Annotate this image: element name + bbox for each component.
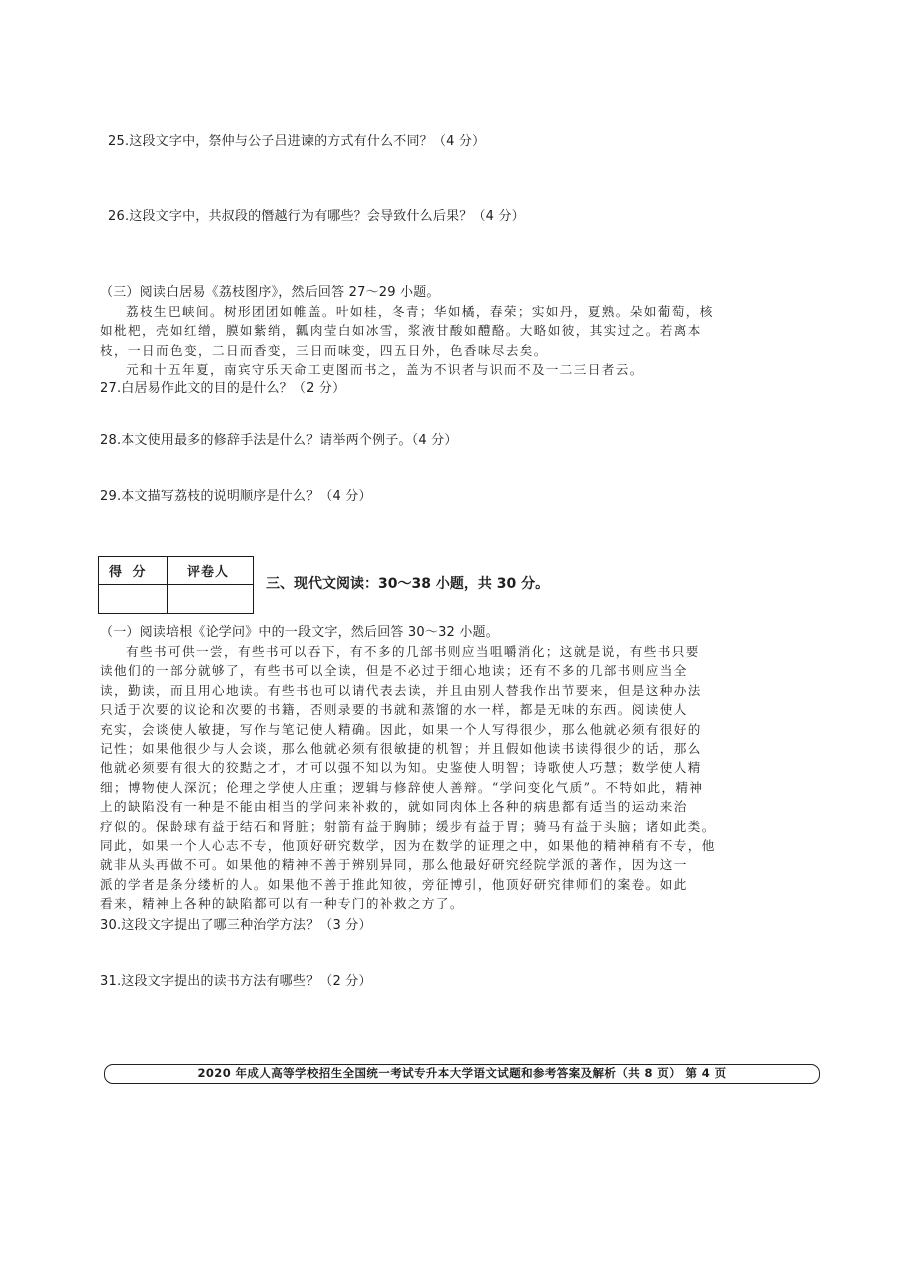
passage-line: 有些书可供一尝，有些书可以吞下，有不多的几部书则应当咀嚼消化；这就是说，有些书只要 <box>126 644 700 659</box>
passage-line: 如枇杷，壳如红缯，膜如紫绡，瓤肉莹白如冰雪，浆液甘酸如醴酪。大略如彼，其实过之。若离本 <box>100 323 702 339</box>
passage-line: 充实，会谈使人敏捷，写作与笔记使人精确。因此，如果一个人写得很少，那么他就必须有很好的 <box>100 721 702 737</box>
passage-line: 疗似的。保龄球有益于结石和肾脏；射箭有益于胸肺；缓步有益于胃；骑马有益于头脑；诸如此类。 <box>100 818 716 834</box>
score-label: 得 分 <box>109 565 149 580</box>
passage-line: 记性；如果他很少与人会谈，那么他就必须有很敏捷的机智；并且假如他读书读得很少的话，那么 <box>100 741 702 757</box>
footer-text: 2020 年成人高等学校招生全国统一考试专升本大学语文试题和参考答案及解析（共 8 页） 第 4 页 <box>197 1066 727 1080</box>
page-footer <box>104 1064 820 1084</box>
passage-line: 读他们的一部分就够了，有些书可以全读，但是不必过于细心地读；还有不多的几部书则应当全 <box>100 663 688 679</box>
passage-line: 他就必须要有很大的狡黠之才，才可以强不知以为知。史鉴使人明智；诗歌使人巧慧；数学使人精 <box>100 760 702 776</box>
question-28: 28.本文使用最多的修辞手法是什么？请举两个例子。（4 分） <box>100 433 458 448</box>
grader-label: 评卷人 <box>187 565 230 580</box>
passage-line: 同此，如果一个人心志不专，他顶好研究数学，因为在数学的证理之中，如果他的精神稍有不专，他 <box>100 838 716 854</box>
question-26: 26.这段文字中，共叔段的僭越行为有哪些？会导致什么后果？（4 分） <box>108 209 525 224</box>
section-3-intro: （三）阅读白居易《荔枝图序》，然后回答 27～29 小题。 <box>100 285 440 300</box>
passage-line: 荔枝生巴峡间。树形团团如帷盖。叶如桂，冬青；华如橘，春荣；实如丹，夏熟。朵如葡萄，核 <box>126 304 714 319</box>
question-27: 27.白居易作此文的目的是什么？（2 分） <box>100 381 346 396</box>
question-25: 25.这段文字中，祭仲与公子吕进谏的方式有什么不同？（4 分） <box>108 134 486 149</box>
passage-line: 看来，精神上各种的缺陷都可以有一种专门的补救之方了。 <box>100 896 464 912</box>
score-box-divider <box>167 557 168 613</box>
passage-line: 派的学者是条分缕析的人。如果他不善于推此知彼，旁征博引，他顶好研究律师们的案卷。如此 <box>100 876 688 892</box>
passage-line: 细；博物使人深沉；伦理之学使人庄重；逻辑与修辞使人善辩。“学问变化气质”。不特如此，精神 <box>100 779 704 795</box>
section-1-intro: （一）阅读培根《论学问》中的一段文字，然后回答 30～32 小题。 <box>100 625 499 640</box>
part-three-title: 三、现代文阅读：30～38 小题，共 30 分。 <box>266 576 550 592</box>
question-29: 29.本文描写荔枝的说明顺序是什么？（4 分） <box>100 489 372 504</box>
passage-line: 元和十五年夏，南宾守乐天命工吏图而书之，盖为不识者与识而不及一二三日者云。 <box>126 362 644 378</box>
passage-line: 只适于次要的议论和次要的书籍，否则录要的书就和蒸馏的水一样，都是无味的东西。阅读使人 <box>100 702 688 718</box>
lychee-passage <box>100 302 714 380</box>
score-box <box>98 556 254 614</box>
question-30: 30.这段文字提出了哪三种治学方法？（3 分） <box>100 918 372 933</box>
question-31: 31.这段文字提出的读书方法有哪些？（2 分） <box>100 974 372 989</box>
bacon-passage <box>100 642 716 914</box>
passage-line: 上的缺陷没有一种是不能由相当的学问来补救的，就如同肉体上各种的病患都有适当的运动来治 <box>100 799 688 815</box>
passage-line: 就非从头再做不可。如果他的精神不善于辨别异同，那么他最好研究经院学派的著作，因为这一 <box>100 857 688 873</box>
passage-line: 读，勤读，而且用心地读。有些书也可以请代表去读，并且由别人替我作出节要来，但是这种办法 <box>100 682 702 698</box>
passage-line: 枝，一日而色变，二日而香变，三日而味变，四五日外，色香味尽去矣。 <box>100 342 548 358</box>
